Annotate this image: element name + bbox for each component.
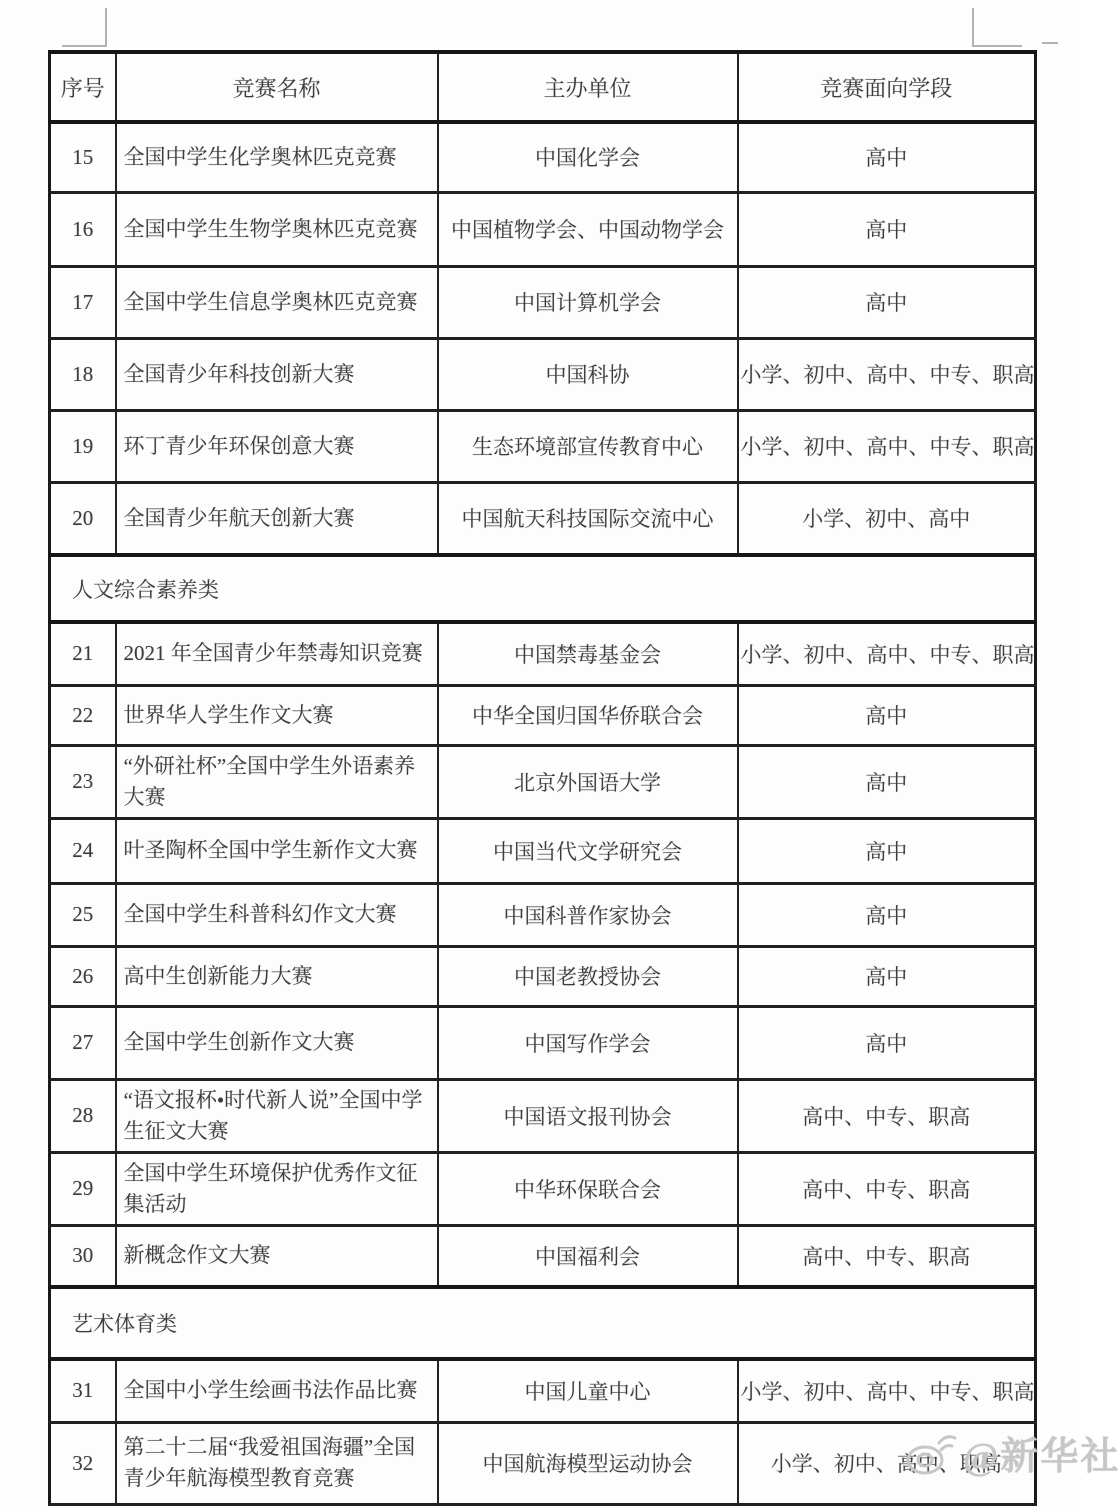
organizer: 生态环境部宣传教育中心 — [438, 410, 738, 482]
organizer: 中国植物学会、中国动物学会 — [438, 192, 738, 266]
organizer: 中国计算机学会 — [438, 266, 738, 338]
organizer: 北京外国语大学 — [438, 745, 738, 818]
crop-mark-right-vertical — [972, 8, 974, 47]
crop-mark-right-horizontal — [972, 45, 1022, 47]
row-number: 22 — [50, 685, 116, 745]
target-stages: 高中 — [738, 685, 1036, 745]
target-stages: 高中、中专、职高 — [738, 1225, 1036, 1287]
table-row — [50, 122, 1036, 192]
section-label: 人文综合素养类 — [50, 555, 1036, 622]
row-number: 20 — [50, 482, 116, 555]
table-row — [50, 410, 1036, 482]
row-number: 24 — [50, 818, 116, 883]
section-row — [50, 1287, 1036, 1359]
table-body — [50, 122, 1036, 1504]
competition-name: 全国中学生创新作文大赛 — [116, 1006, 438, 1079]
header-competition-name: 竞赛名称 — [116, 52, 438, 122]
table-row — [50, 1359, 1036, 1422]
competition-name: 环丁青少年环保创意大赛 — [116, 410, 438, 482]
table-header — [50, 52, 1036, 122]
organizer: 中国航海模型运动协会 — [438, 1422, 738, 1504]
competition-name: 全国中小学生绘画书法作品比赛 — [116, 1359, 438, 1422]
target-stages: 小学、初中、高中、中专、职高 — [738, 338, 1036, 410]
competition-name: 全国中学生化学奥林匹克竞赛 — [116, 122, 438, 192]
watermark-text: @新华社 — [963, 1436, 1120, 1478]
competition-name: “语文报杯•时代新人说”全国中学生征文大赛 — [116, 1079, 438, 1152]
header-target-stage: 竞赛面向学段 — [738, 52, 1036, 122]
target-stages: 小学、初中、高中、中专、职高 — [738, 1359, 1036, 1422]
competition-name: 2021 年全国青少年禁毒知识竞赛 — [116, 622, 438, 685]
organizer: 中国禁毒基金会 — [438, 622, 738, 685]
row-number: 18 — [50, 338, 116, 410]
row-number: 17 — [50, 266, 116, 338]
table-row — [50, 883, 1036, 946]
organizer: 中国写作学会 — [438, 1006, 738, 1079]
row-number: 19 — [50, 410, 116, 482]
target-stages: 高中 — [738, 266, 1036, 338]
table-row — [50, 192, 1036, 266]
target-stages: 高中 — [738, 818, 1036, 883]
row-number: 26 — [50, 946, 116, 1006]
organizer: 中国儿童中心 — [438, 1359, 738, 1422]
header-organizer: 主办单位 — [438, 52, 738, 122]
target-stages: 小学、初中、高中、职高 — [738, 1422, 1036, 1504]
table-row — [50, 266, 1036, 338]
competition-name: 全国中学生科普科幻作文大赛 — [116, 883, 438, 946]
organizer: 中国当代文学研究会 — [438, 818, 738, 883]
row-number: 31 — [50, 1359, 116, 1422]
table-row — [50, 946, 1036, 1006]
organizer: 中华环保联合会 — [438, 1152, 738, 1225]
header-serial-number: 序号 — [50, 52, 116, 122]
organizer: 中国航天科技国际交流中心 — [438, 482, 738, 555]
organizer: 中华全国归国华侨联合会 — [438, 685, 738, 745]
crop-mark-left-vertical — [105, 8, 107, 47]
target-stages: 高中 — [738, 883, 1036, 946]
table-row — [50, 1225, 1036, 1287]
row-number: 25 — [50, 883, 116, 946]
competition-name: 叶圣陶杯全国中学生新作文大赛 — [116, 818, 438, 883]
target-stages: 高中、中专、职高 — [738, 1152, 1036, 1225]
competition-table — [48, 50, 1037, 1506]
competition-name: 世界华人学生作文大赛 — [116, 685, 438, 745]
target-stages: 高中、中专、职高 — [738, 1079, 1036, 1152]
table-row — [50, 338, 1036, 410]
row-number: 30 — [50, 1225, 116, 1287]
organizer: 中国语文报刊协会 — [438, 1079, 738, 1152]
crop-mark-far-right — [1042, 42, 1058, 44]
target-stages: 小学、初中、高中、中专、职高 — [738, 622, 1036, 685]
organizer: 中国福利会 — [438, 1225, 738, 1287]
organizer: 中国老教授协会 — [438, 946, 738, 1006]
target-stages: 高中 — [738, 946, 1036, 1006]
table-row — [50, 1152, 1036, 1225]
target-stages: 高中 — [738, 745, 1036, 818]
table-row — [50, 745, 1036, 818]
target-stages: 高中 — [738, 122, 1036, 192]
row-number: 15 — [50, 122, 116, 192]
row-number: 23 — [50, 745, 116, 818]
competition-name: 新概念作文大赛 — [116, 1225, 438, 1287]
table-row — [50, 818, 1036, 883]
row-number: 27 — [50, 1006, 116, 1079]
competition-name: “外研社杯”全国中学生外语素养大赛 — [116, 745, 438, 818]
target-stages: 小学、初中、高中 — [738, 482, 1036, 555]
row-number: 16 — [50, 192, 116, 266]
target-stages: 高中 — [738, 1006, 1036, 1079]
competition-name: 第二十二届“我爱祖国海疆”全国青少年航海模型教育竞赛 — [116, 1422, 438, 1504]
competition-name: 高中生创新能力大赛 — [116, 946, 438, 1006]
target-stages: 高中 — [738, 192, 1036, 266]
row-number: 28 — [50, 1079, 116, 1152]
competition-name: 全国中学生环境保护优秀作文征集活动 — [116, 1152, 438, 1225]
crop-mark-left-horizontal — [62, 45, 107, 47]
target-stages: 小学、初中、高中、中专、职高 — [738, 410, 1036, 482]
table-row — [50, 685, 1036, 745]
organizer: 中国科普作家协会 — [438, 883, 738, 946]
table-row — [50, 1006, 1036, 1079]
table-row — [50, 1422, 1036, 1504]
row-number: 29 — [50, 1152, 116, 1225]
table-row — [50, 482, 1036, 555]
competition-name: 全国中学生信息学奥林匹克竞赛 — [116, 266, 438, 338]
section-label: 艺术体育类 — [50, 1287, 1036, 1359]
competition-name: 全国中学生生物学奥林匹克竞赛 — [116, 192, 438, 266]
header-row — [50, 52, 1036, 122]
section-row — [50, 555, 1036, 622]
row-number: 21 — [50, 622, 116, 685]
organizer: 中国科协 — [438, 338, 738, 410]
table-row — [50, 622, 1036, 685]
row-number: 32 — [50, 1422, 116, 1504]
table-row — [50, 1079, 1036, 1152]
competition-name: 全国青少年科技创新大赛 — [116, 338, 438, 410]
organizer: 中国化学会 — [438, 122, 738, 192]
competition-name: 全国青少年航天创新大赛 — [116, 482, 438, 555]
